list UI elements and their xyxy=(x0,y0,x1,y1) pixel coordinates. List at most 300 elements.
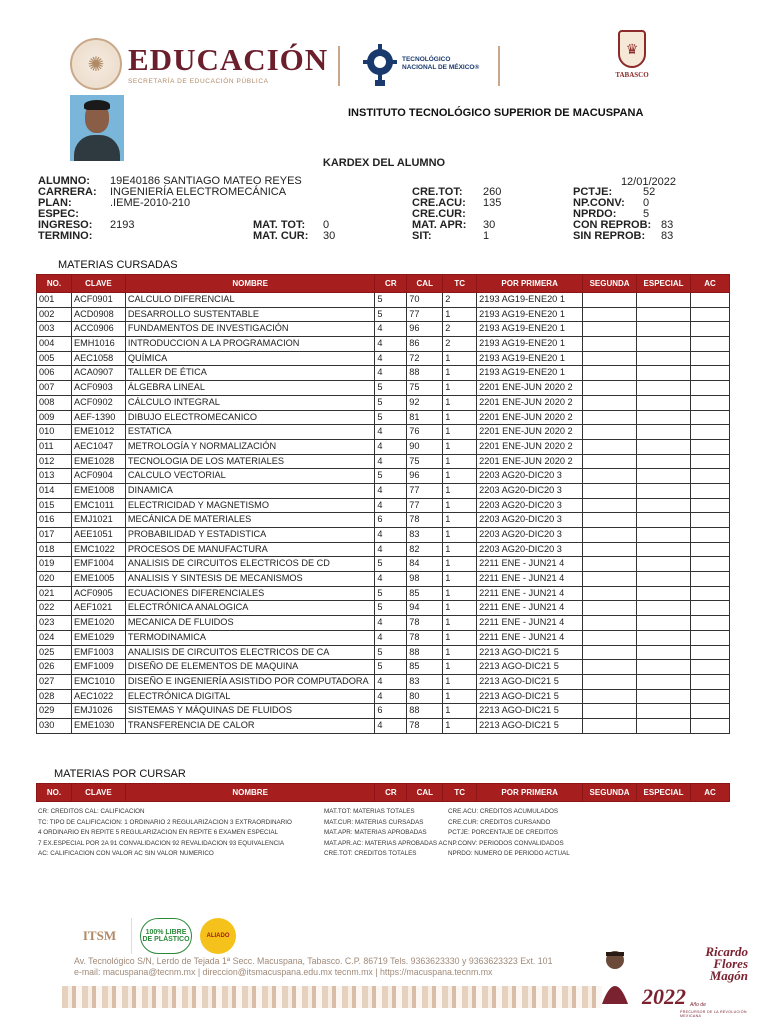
table-cell: EMH1016 xyxy=(71,337,125,352)
table-cell: EMF1004 xyxy=(71,557,125,572)
table-row xyxy=(37,718,730,733)
table-cell: CÁLCULO INTEGRAL xyxy=(125,395,374,410)
table-cell xyxy=(691,513,730,528)
table-cell: MECANICA DE FLUIDOS xyxy=(125,616,374,631)
table-row xyxy=(37,498,730,513)
column-header: SEGUNDA xyxy=(583,275,637,293)
table-cell: 4 xyxy=(375,483,407,498)
table-cell: 1 xyxy=(443,513,477,528)
table-cell: 1 xyxy=(443,425,477,440)
table-cell xyxy=(691,689,730,704)
table-cell xyxy=(691,704,730,719)
table-cell xyxy=(637,293,691,308)
table-cell xyxy=(691,542,730,557)
table-cell: 2193 AG19-ENE20 1 xyxy=(477,293,583,308)
table-cell: EMJ1026 xyxy=(71,704,125,719)
table-cell: 016 xyxy=(37,513,72,528)
table-cell xyxy=(691,601,730,616)
table-cell xyxy=(637,454,691,469)
table-cell: AEC1022 xyxy=(71,689,125,704)
column-header: CAL xyxy=(407,784,443,802)
table-cell: 78 xyxy=(407,513,443,528)
table-cell xyxy=(583,337,637,352)
table-cell: 4 xyxy=(375,322,407,337)
table-cell: EMC1022 xyxy=(71,542,125,557)
table-cell: 2203 AG20-DIC20 3 xyxy=(477,469,583,484)
table-cell xyxy=(583,381,637,396)
table-cell: 83 xyxy=(407,674,443,689)
table-cell xyxy=(583,454,637,469)
table-cell xyxy=(691,586,730,601)
table-cell xyxy=(637,674,691,689)
table-cell: 028 xyxy=(37,689,72,704)
table-cell: 82 xyxy=(407,542,443,557)
table-cell: SISTEMAS Y MÁQUINAS DE FLUIDOS xyxy=(125,704,374,719)
student-info-mat: MAT. TOT: 0 MAT. CUR: 30 xyxy=(253,219,336,242)
table-cell: 017 xyxy=(37,528,72,543)
column-header: CAL xyxy=(407,275,443,293)
table-cell: 4 xyxy=(375,439,407,454)
table-cell: 2213 AGO-DIC21 5 xyxy=(477,704,583,719)
table-cell xyxy=(637,542,691,557)
table-cell: 2203 AG20-DIC20 3 xyxy=(477,542,583,557)
table-cell xyxy=(637,395,691,410)
table-cell: 77 xyxy=(407,483,443,498)
table-cell: 2211 ENE - JUN21 4 xyxy=(477,616,583,631)
table-row xyxy=(37,410,730,425)
table-cell: 85 xyxy=(407,660,443,675)
table-cell: 4 xyxy=(375,630,407,645)
table-cell xyxy=(583,645,637,660)
table-cell: 1 xyxy=(443,483,477,498)
table-cell: 96 xyxy=(407,322,443,337)
table-cell: 75 xyxy=(407,454,443,469)
table-cell: 2211 ENE - JUN21 4 xyxy=(477,630,583,645)
document-date: 12/01/2022 xyxy=(620,176,676,188)
table-cell: ECUACIONES DIFERENCIALES xyxy=(125,586,374,601)
table-cell xyxy=(637,439,691,454)
table-cell: 2213 AGO-DIC21 5 xyxy=(477,674,583,689)
cursadas-table xyxy=(36,274,730,734)
table-cell: CALCULO DIFERENCIAL xyxy=(125,293,374,308)
table-row xyxy=(37,425,730,440)
table-cell: 1 xyxy=(443,395,477,410)
table-cell: 2 xyxy=(443,293,477,308)
table-row xyxy=(37,542,730,557)
table-cell: DINAMICA xyxy=(125,483,374,498)
table-cell xyxy=(691,483,730,498)
table-cell xyxy=(583,351,637,366)
table-cell xyxy=(691,351,730,366)
table-cell: 2203 AG20-DIC20 3 xyxy=(477,498,583,513)
student-info-credits: CRE.TOT: 260 CRE.ACU: 135 CRE.CUR: MAT. APR: 30 SIT: 1 xyxy=(412,186,502,242)
table-row xyxy=(37,381,730,396)
table-cell xyxy=(583,425,637,440)
table-cell: 76 xyxy=(407,425,443,440)
student-name: 19E40186 SANTIAGO MATEO REYES xyxy=(110,175,302,187)
mat-cur: 30 xyxy=(323,230,336,242)
table-cell: 029 xyxy=(37,704,72,719)
column-header: NO. xyxy=(37,784,72,802)
table-cell xyxy=(583,660,637,675)
table-cell: EMJ1021 xyxy=(71,513,125,528)
table-cell xyxy=(691,630,730,645)
table-cell xyxy=(583,718,637,733)
table-cell: 5 xyxy=(375,307,407,322)
table-cell: ELECTRÓNICA DIGITAL xyxy=(125,689,374,704)
table-cell: ANALISIS DE CIRCUITOS ELECTRICOS DE CA xyxy=(125,645,374,660)
table-cell: 4 xyxy=(375,528,407,543)
table-cell: 88 xyxy=(407,704,443,719)
table-cell: INTRODUCCION A LA PROGRAMACION xyxy=(125,337,374,352)
table-cell: 004 xyxy=(37,337,72,352)
table-cell: 023 xyxy=(37,616,72,631)
table-cell: 009 xyxy=(37,410,72,425)
con-reprob: 83 xyxy=(661,219,674,231)
table-cell: 5 xyxy=(375,410,407,425)
table-cell: PROCESOS DE MANUFACTURA xyxy=(125,542,374,557)
table-row xyxy=(37,528,730,543)
tecnm-gear-icon xyxy=(362,40,398,90)
table-cell: 88 xyxy=(407,366,443,381)
table-cell: ACF0901 xyxy=(71,293,125,308)
table-cell: 4 xyxy=(375,454,407,469)
table-row xyxy=(37,395,730,410)
table-row xyxy=(37,337,730,352)
table-cell: ACC0906 xyxy=(71,322,125,337)
table-cell xyxy=(583,513,637,528)
table-cell: 1 xyxy=(443,660,477,675)
table-cell: 1 xyxy=(443,469,477,484)
table-cell: 92 xyxy=(407,395,443,410)
table-cell: ACF0903 xyxy=(71,381,125,396)
table-cell xyxy=(637,689,691,704)
table-cell xyxy=(583,572,637,587)
aliado-badge-icon: ALIADO xyxy=(200,918,236,954)
table-cell: AEE1051 xyxy=(71,528,125,543)
table-cell: 1 xyxy=(443,630,477,645)
table-cell: EME1028 xyxy=(71,454,125,469)
table-row xyxy=(37,601,730,616)
ingreso: 2193 xyxy=(110,219,135,231)
table-cell: 030 xyxy=(37,718,72,733)
table-cell: TRANSFERENCIA DE CALOR xyxy=(125,718,374,733)
table-cell: 78 xyxy=(407,616,443,631)
table-row xyxy=(37,689,730,704)
table-cell: 4 xyxy=(375,689,407,704)
table-cell: AEC1058 xyxy=(71,351,125,366)
table-cell: DISEÑO DE ELEMENTOS DE MAQUINA xyxy=(125,660,374,675)
table-cell xyxy=(637,322,691,337)
table-cell: 1 xyxy=(443,454,477,469)
table-cell: 5 xyxy=(375,557,407,572)
column-header: NOMBRE xyxy=(125,275,374,293)
table-cell: METROLOGÍA Y NORMALIZACIÓN xyxy=(125,439,374,454)
table-cell: 98 xyxy=(407,572,443,587)
table-cell xyxy=(637,718,691,733)
sin-reprob: 83 xyxy=(661,230,674,242)
table-cell: 1 xyxy=(443,601,477,616)
table-cell xyxy=(583,528,637,543)
edu-title: EDUCACIÓN xyxy=(128,41,329,77)
table-row xyxy=(37,704,730,719)
plan: .IEME-2010-210 xyxy=(110,197,191,209)
national-seal-icon: ✺ xyxy=(70,38,122,90)
np-conv: 0 xyxy=(643,197,650,209)
table-cell xyxy=(583,616,637,631)
table-cell: 1 xyxy=(443,586,477,601)
table-cell xyxy=(583,410,637,425)
table-cell: 2193 AG19-ENE20 1 xyxy=(477,337,583,352)
table-cell: 018 xyxy=(37,542,72,557)
table-cell xyxy=(637,630,691,645)
table-cell: EME1020 xyxy=(71,616,125,631)
student-photo xyxy=(70,95,124,161)
table-cell xyxy=(583,557,637,572)
table-row xyxy=(37,616,730,631)
table-cell: 020 xyxy=(37,572,72,587)
table-row xyxy=(37,322,730,337)
table-cell: TECNOLOGIA DE LOS MATERIALES xyxy=(125,454,374,469)
table-cell: ACF0905 xyxy=(71,586,125,601)
document-title: KARDEX DEL ALUMNO xyxy=(322,157,446,169)
plastic-free-logo: 100% LIBRE DE PLÁSTICO xyxy=(140,918,192,954)
table-cell: DISEÑO E INGENIERÍA ASISTIDO POR COMPUTADORA xyxy=(125,674,374,689)
table-cell xyxy=(691,674,730,689)
table-cell: 013 xyxy=(37,469,72,484)
table-cell: 1 xyxy=(443,718,477,733)
table-cell xyxy=(583,601,637,616)
table-cell xyxy=(637,704,691,719)
table-cell: ACF0904 xyxy=(71,469,125,484)
table-row xyxy=(37,630,730,645)
table-cell: 2201 ENE-JUN 2020 2 xyxy=(477,410,583,425)
table-cell: ACA0907 xyxy=(71,366,125,381)
table-cell: 2213 AGO-DIC21 5 xyxy=(477,645,583,660)
table-cell xyxy=(691,293,730,308)
year-2022: 2022 xyxy=(642,984,686,1009)
table-cell: 1 xyxy=(443,498,477,513)
table-cell: 1 xyxy=(443,689,477,704)
table-cell: EME1005 xyxy=(71,572,125,587)
table-cell: 1 xyxy=(443,528,477,543)
portrait-icon xyxy=(602,944,628,1004)
legend-col2: MAT.TOT: MATERIAS TOTALES MAT.CUR: MATERIAS CURSADAS MAT.APR: MATERIAS APROBADAS MAT.APR.AC: MATERIAS APROBADAS AC CRE.TOT: CREDITOS TOTALES xyxy=(324,808,448,857)
table-cell: ANALISIS Y SINTESIS DE MECANISMOS xyxy=(125,572,374,587)
table-cell xyxy=(637,557,691,572)
table-cell: 001 xyxy=(37,293,72,308)
table-row xyxy=(37,660,730,675)
itsm-logo: ITSM xyxy=(68,918,132,954)
table-cell: 025 xyxy=(37,645,72,660)
hero-name: Ricardo Flores Magón xyxy=(705,944,748,983)
sep-logo xyxy=(70,38,328,90)
column-header: POR PRIMERA xyxy=(477,275,583,293)
table-row xyxy=(37,572,730,587)
table-row xyxy=(37,483,730,498)
table-cell xyxy=(583,395,637,410)
table-cell: 81 xyxy=(407,410,443,425)
legend-col3: CRE.ACU: CREDITOS ACUMULADOS CRE.CUR: CREDITOS CURSANDO PCTJE: PORCENTAJE DE CREDITOS NP.CONV: PERIODOS CONVALIDADOS NPRDO: NUMERO DE PERIODO ACTUAL xyxy=(448,808,570,857)
table-cell: 1 xyxy=(443,307,477,322)
tabasco-logo xyxy=(614,30,650,86)
table-cell: 1 xyxy=(443,704,477,719)
table-cell: ELECTRÓNICA ANALOGICA xyxy=(125,601,374,616)
table-cell: 4 xyxy=(375,425,407,440)
table-row xyxy=(37,439,730,454)
table-cell: 94 xyxy=(407,601,443,616)
table-cell: FUNDAMENTOS DE INVESTIGACIÓN xyxy=(125,322,374,337)
career: INGENIERÍA ELECTROMECÁNICA xyxy=(110,186,287,198)
table-cell: 1 xyxy=(443,645,477,660)
table-cell: 75 xyxy=(407,381,443,396)
table-cell: 2201 ENE-JUN 2020 2 xyxy=(477,454,583,469)
column-header: NOMBRE xyxy=(125,784,375,802)
table-cell: 1 xyxy=(443,351,477,366)
table-cell: 2211 ENE - JUN21 4 xyxy=(477,586,583,601)
column-header: SEGUNDA xyxy=(583,784,637,802)
table-cell: 005 xyxy=(37,351,72,366)
cursadas-title: MATERIAS CURSADAS xyxy=(58,259,178,271)
column-header: CR xyxy=(375,784,407,802)
table-cell: 027 xyxy=(37,674,72,689)
table-row xyxy=(37,645,730,660)
table-cell: PROBABILIDAD Y ESTADISTICA xyxy=(125,528,374,543)
column-header: CLAVE xyxy=(71,784,125,802)
table-cell: 2 xyxy=(443,322,477,337)
table-cell xyxy=(583,704,637,719)
table-cell xyxy=(637,660,691,675)
column-header: AC xyxy=(691,784,730,802)
table-cell: 003 xyxy=(37,322,72,337)
table-cell: EME1008 xyxy=(71,483,125,498)
table-cell: 2193 AG19-ENE20 1 xyxy=(477,307,583,322)
table-cell: 1 xyxy=(443,439,477,454)
table-cell: EMC1010 xyxy=(71,674,125,689)
table-cell: 86 xyxy=(407,337,443,352)
table-cell xyxy=(637,586,691,601)
table-cell: ELECTRICIDAD Y MAGNETISMO xyxy=(125,498,374,513)
table-row xyxy=(37,351,730,366)
footer-address: Av. Tecnológico S/N, Lerdo de Tejada 1ª Secc. Macuspana, Tabasco. C.P. 86719 Tels. 9363623330 y 9363623323 Ext. 101 e-mail: macuspana@tecnm.mx | direccion@itsmacuspana.edu.mx tecnm.mx | https://macuspana.tecnm.mx xyxy=(74,956,553,977)
table-cell: DESARROLLO SUSTENTABLE xyxy=(125,307,374,322)
table-cell xyxy=(691,337,730,352)
footer-logos xyxy=(68,918,244,954)
table-cell: 014 xyxy=(37,483,72,498)
table-cell: 4 xyxy=(375,366,407,381)
table-cell: AEF1021 xyxy=(71,601,125,616)
table-cell xyxy=(637,645,691,660)
table-cell: CALCULO VECTORIAL xyxy=(125,469,374,484)
table-cell: ESTATICA xyxy=(125,425,374,440)
table-cell: 2201 ENE-JUN 2020 2 xyxy=(477,425,583,440)
table-cell: 85 xyxy=(407,586,443,601)
table-cell xyxy=(691,395,730,410)
table-cell: 96 xyxy=(407,469,443,484)
table-cell xyxy=(691,425,730,440)
table-cell xyxy=(691,572,730,587)
table-cell: EME1029 xyxy=(71,630,125,645)
table-cell: 006 xyxy=(37,366,72,381)
table-row xyxy=(37,586,730,601)
tecnm-text: TECNOLÓGICO NACIONAL DE MÉXICO® xyxy=(402,56,480,71)
student-info-stats: PCTJE: 52 NP.CONV: 0 NPRDO: 5 CON REPROB: 83 SIN REPROB: 83 xyxy=(573,186,674,242)
table-cell xyxy=(691,454,730,469)
table-cell: DIBUJO ELECTROMECANICO xyxy=(125,410,374,425)
table-cell xyxy=(637,307,691,322)
table-cell: 2203 AG20-DIC20 3 xyxy=(477,528,583,543)
sit: 1 xyxy=(483,230,490,242)
pctje: 52 xyxy=(643,186,656,198)
legend-col1: CR: CREDITOS CAL: CALIFICACION TC: TIPO DE CALIFICACION: 1 ORDINARIO 2 REGULARIZACION 3 EXTRAORDINARIO 4 ORDINARIO EN REPITE 5 REGULARIZACION EN REPITE 6 EXAMEN ESPECIAL 7 EX.ESPECIAL POR 2A 91 CONVALIDACION 92 REVALIDACION 93 EQUIVALENCIA AC: CALIFICACION CON VALOR AC SIN VALOR NUMERICO xyxy=(38,808,292,857)
table-cell: 2 xyxy=(443,337,477,352)
column-header: TC xyxy=(443,784,477,802)
table-cell: 4 xyxy=(375,616,407,631)
column-header: NO. xyxy=(37,275,72,293)
table-cell xyxy=(583,674,637,689)
table-cell xyxy=(691,381,730,396)
table-row xyxy=(37,674,730,689)
table-cell xyxy=(637,351,691,366)
table-cell xyxy=(637,381,691,396)
table-cell xyxy=(691,645,730,660)
table-cell xyxy=(637,337,691,352)
table-cell: 1 xyxy=(443,381,477,396)
table-cell: 015 xyxy=(37,498,72,513)
table-cell xyxy=(637,513,691,528)
table-cell: 83 xyxy=(407,528,443,543)
divider xyxy=(338,46,340,86)
table-cell xyxy=(691,660,730,675)
table-cell: 2213 AGO-DIC21 5 xyxy=(477,718,583,733)
table-cell xyxy=(637,366,691,381)
tabasco-shield-icon: ♛ xyxy=(618,30,646,68)
por-cursar-title: MATERIAS POR CURSAR xyxy=(54,768,186,780)
table-cell xyxy=(691,469,730,484)
cre-acu: 135 xyxy=(483,197,502,209)
table-cell xyxy=(583,542,637,557)
table-row xyxy=(37,307,730,322)
table-cell xyxy=(637,528,691,543)
table-cell xyxy=(583,439,637,454)
table-cell: 022 xyxy=(37,601,72,616)
table-cell xyxy=(637,483,691,498)
table-cell: 008 xyxy=(37,395,72,410)
column-header: ESPECIAL xyxy=(637,784,691,802)
table-cell: EMF1003 xyxy=(71,645,125,660)
table-cell xyxy=(583,293,637,308)
column-header: AC xyxy=(691,275,730,293)
table-cell: EMF1009 xyxy=(71,660,125,675)
table-cell: 1 xyxy=(443,674,477,689)
table-cell: 72 xyxy=(407,351,443,366)
table-cell xyxy=(691,528,730,543)
table-cell: 4 xyxy=(375,674,407,689)
por-cursar-table xyxy=(36,783,730,802)
table-cell: ACD0908 xyxy=(71,307,125,322)
table-cell: 1 xyxy=(443,366,477,381)
table-cell: 2211 ENE - JUN21 4 xyxy=(477,557,583,572)
table-cell: 2201 ENE-JUN 2020 2 xyxy=(477,395,583,410)
table-cell xyxy=(637,616,691,631)
table-cell: ACF0902 xyxy=(71,395,125,410)
table-cell: 2203 AG20-DIC20 3 xyxy=(477,513,583,528)
table-cell: 026 xyxy=(37,660,72,675)
table-cell: 1 xyxy=(443,542,477,557)
table-cell: 2193 AG19-ENE20 1 xyxy=(477,322,583,337)
table-cell xyxy=(691,616,730,631)
table-cell: 6 xyxy=(375,704,407,719)
